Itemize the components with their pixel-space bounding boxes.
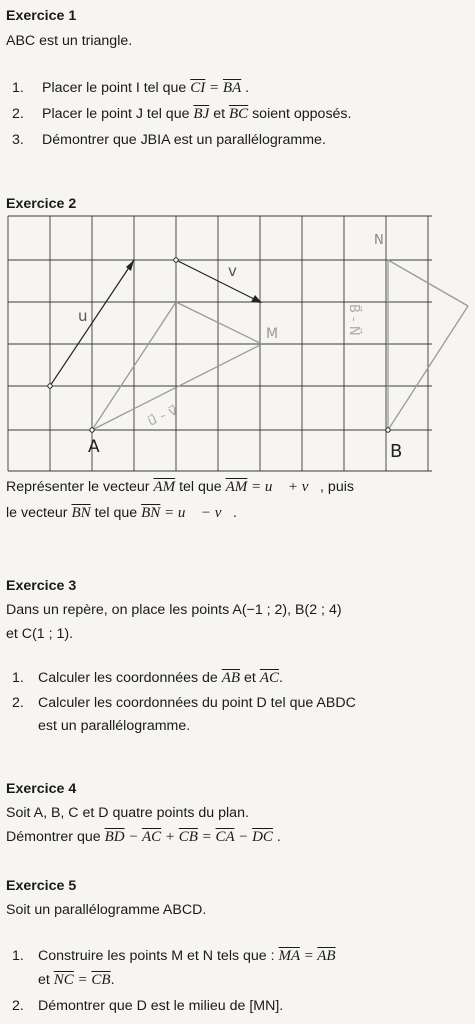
point-A [90,428,94,432]
ex1-item1: Placer le point I tel que $\overline{CI} = \overline{BA}$ . [42,80,250,96]
ex4-title: Exercice 4 [6,781,77,797]
ex5-item1-num: 1. [12,948,24,964]
ex3-item1: Calculer les coordonnées de $\overline{AB}$ et $\overline{AC}$. [38,670,283,686]
ex3-line2: et C(1 ; 1). [6,626,74,642]
ex2-line1: Représenter le vecteur $\overline{AM}$ tel que $\overline{AM}$ = u⃗ + v⃗, puis [6,479,354,495]
ex5-title: Exercice 5 [6,878,77,894]
label-b-minus-n: B⃗ - N⃗ [346,304,361,336]
ex1-item2: Placer le point J tel que $\overline{BJ}$ et $\overline{BC}$ soient opposés. [42,106,352,122]
label-B: B [390,441,403,462]
ex1-item2-num: 2. [12,106,24,122]
ex1-item3-num: 3. [12,132,24,148]
grid-lines [8,216,432,471]
ex1-intro: ABC est un triangle. [6,33,133,49]
ex4-line2: Démontrer que $\overline{BD} - \overline{AC} + \overline{CB} = \overline{CA} - \overline{DC}$ . [6,829,281,845]
vector-u-start [48,384,52,388]
label-A: A [88,437,100,457]
ex1-title: Exercice 1 [6,8,77,24]
vector-grid-figure [0,214,475,476]
ex1-item1-num: 1. [12,80,24,96]
ex3-title: Exercice 3 [6,578,77,594]
ex3-item2: Calculer les coordonnées du point D tel que ABDC [38,695,356,711]
label-M: M [266,326,279,342]
ex3-line1: Dans un repère, on place les points A(−1 ; 2), B(2 ; 4) [6,602,342,618]
label-u: u [78,307,88,325]
vector-v-start [174,258,178,262]
point-B [386,428,390,432]
ex3-item2-num: 2. [12,695,24,711]
ex5-item2: Démontrer que D est le milieu de [MN]. [38,998,284,1014]
label-N: N [374,233,384,248]
ex2-line2: le vecteur $\overline{BN}$ tel que $\overline{BN}$ = u⃗ − v⃗. [6,505,237,521]
label-v: v [228,262,237,280]
ex3-item1-num: 1. [12,670,24,686]
ex5-item1-cont: et $\overline{NC} = \overline{CB}$. [38,972,115,988]
ex2-title: Exercice 2 [6,196,77,212]
ex4-line1: Soit A, B, C et D quatre points du plan. [6,805,249,821]
ex5-intro: Soit un parallélogramme ABCD. [6,902,207,918]
label-u-minus-v: u⃗ - v⃗ [145,402,181,430]
ex1-item3: Démontrer que JBIA est un parallélogramme. [42,132,326,148]
pencil-construction [92,260,468,430]
ex3-item2-cont: est un parallélogramme. [38,718,191,734]
ex5-item2-num: 2. [12,998,24,1014]
ex5-item1: Construire les points M et N tels que : $\overline{MA} = \overline{AB}$ [38,948,336,964]
